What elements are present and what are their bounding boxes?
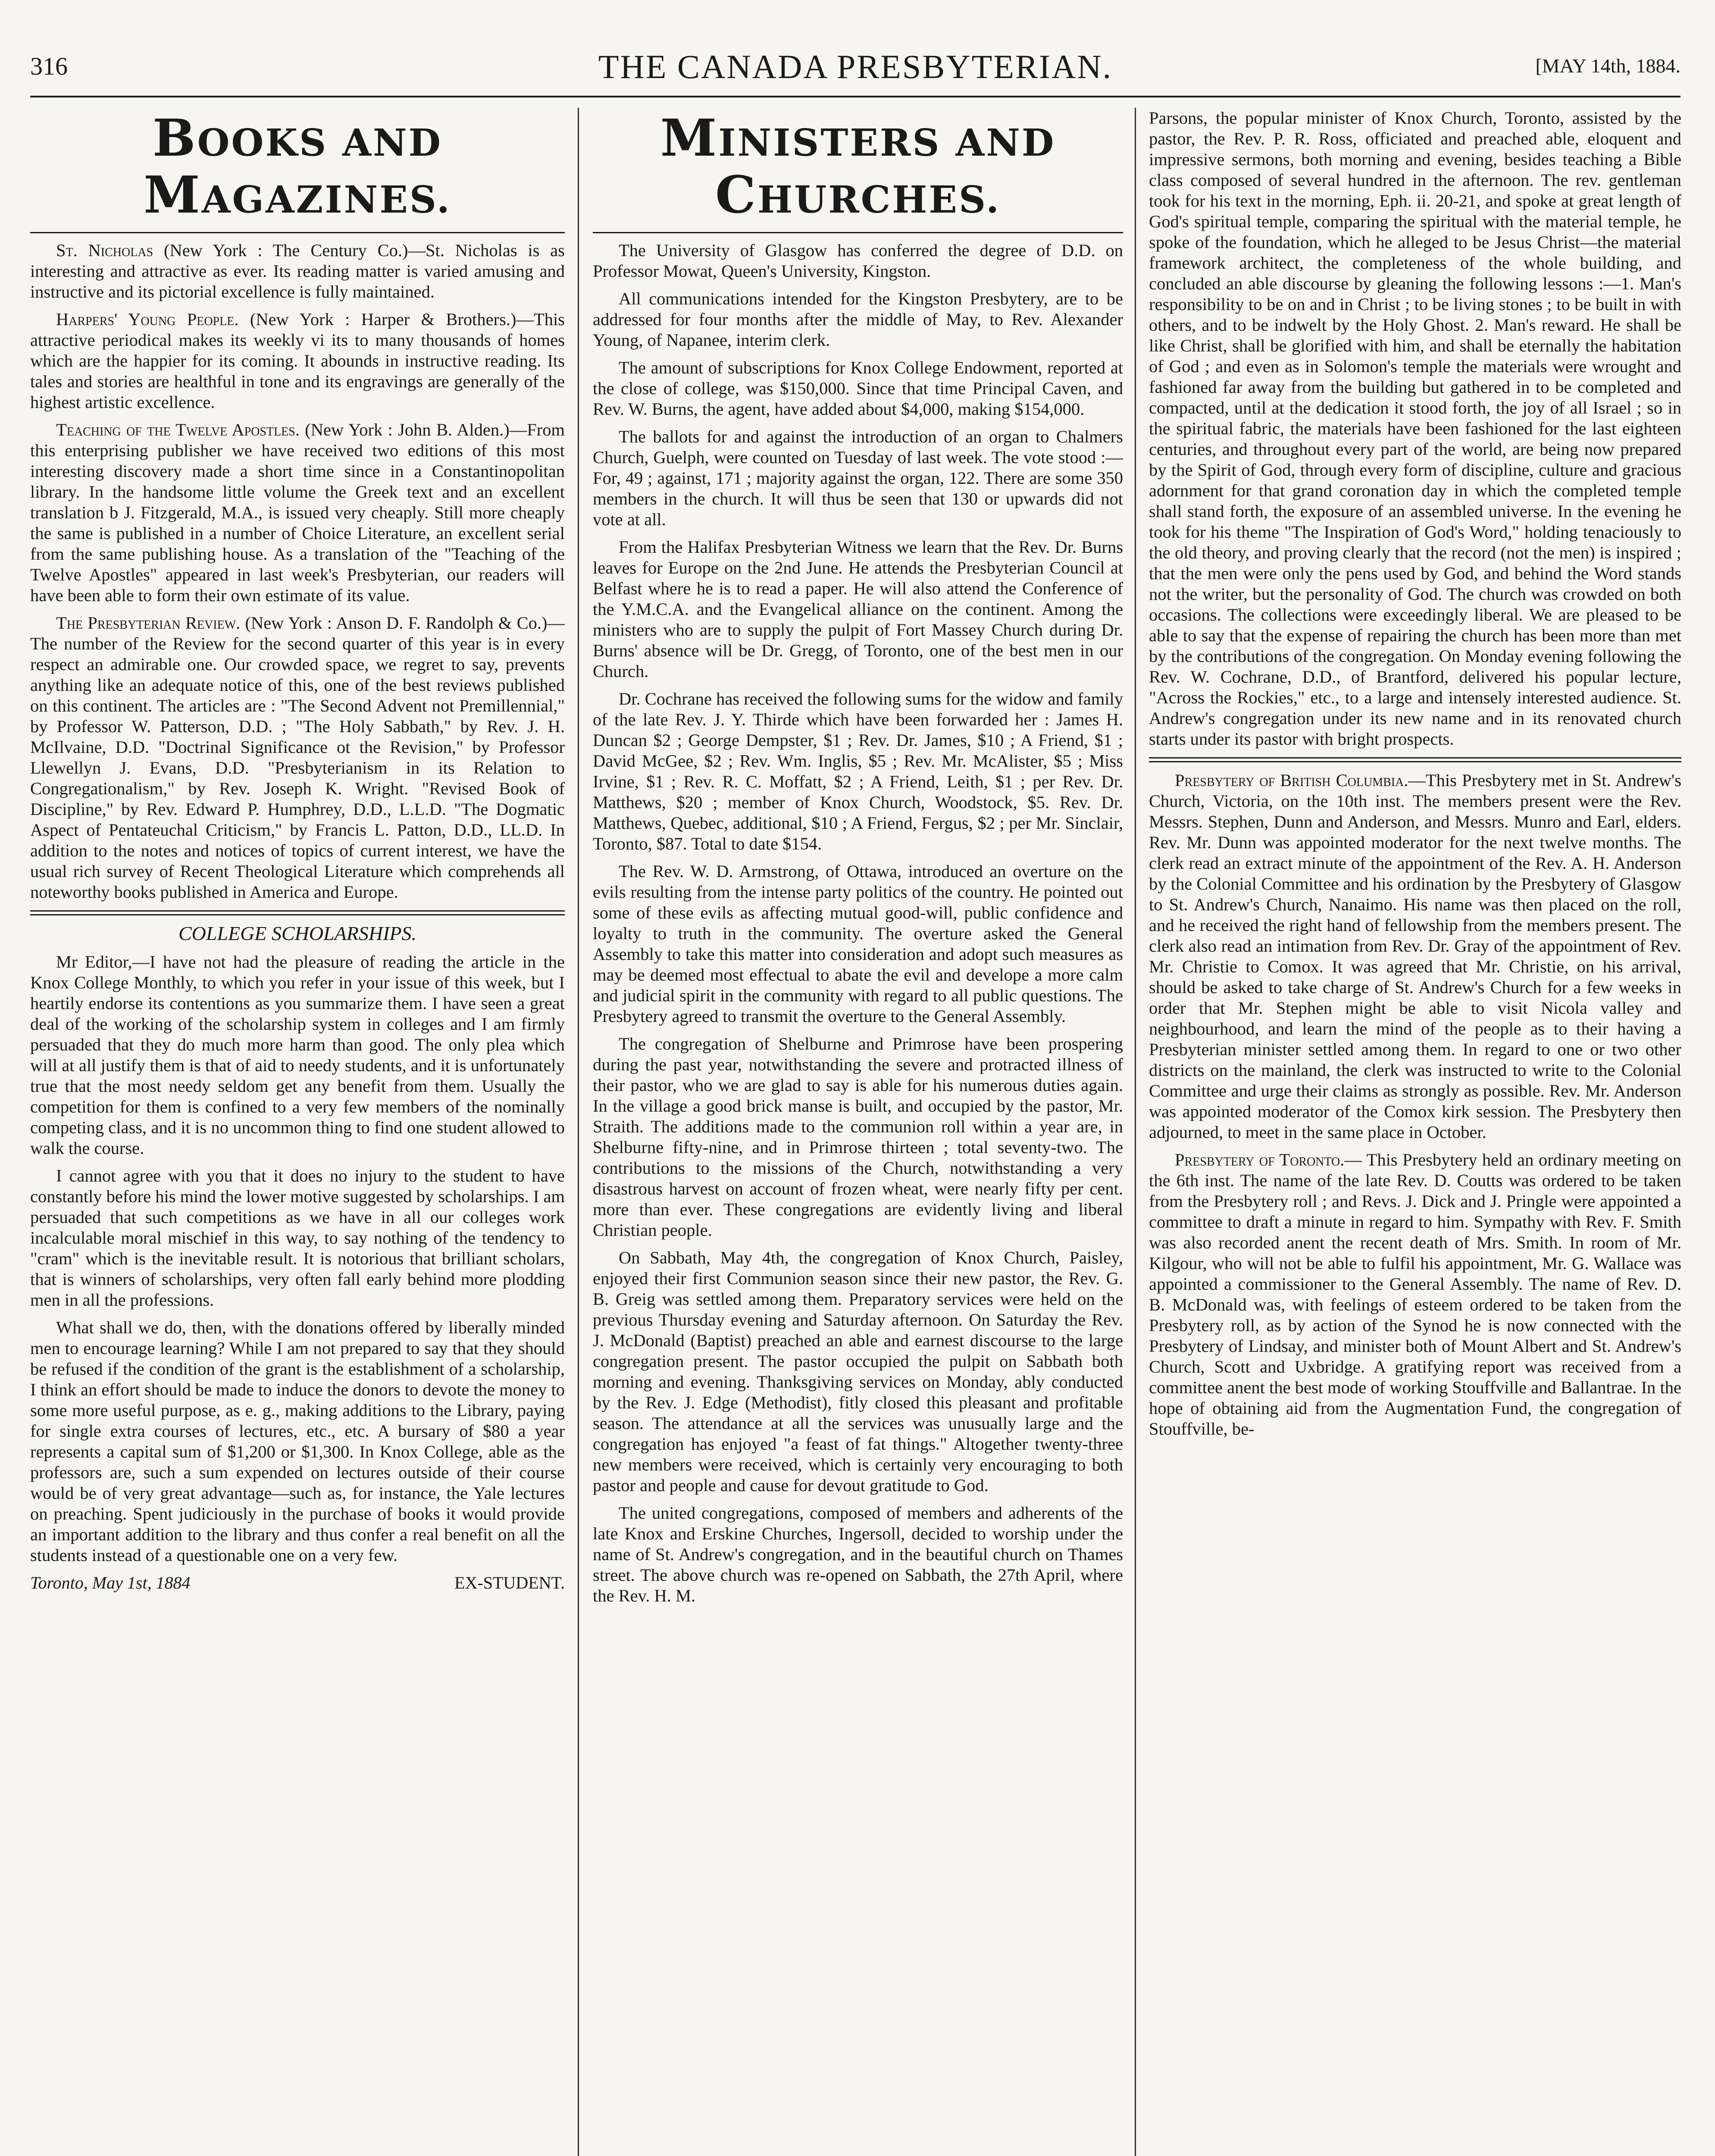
review-harpers-young-people: Harpers' Young People. (New York : Harper & Brothers.)—This attractive periodical makes its weekly vi its to many thousands of homes which are the happier for its coming. It abounds in instructive reading. Its tales and stories are healthful in tone and its engravings are generally of the highest artistic excellence. xyxy=(30,310,565,412)
presbytery-british-columbia: Presbytery of British Columbia.—This Presbytery met in St. Andrew's Church, Victoria, on the 10th inst. The members present were the Rev. Messrs. Stephen, Dunn and Anderson, and Messrs. Munro and Earl, elders. Rev. Mr. Dunn was appointed moderator for the next twelve months. The clerk read an extract minute of the appointment of the Rev. A. H. Anderson by the Colonial Committee and his ordination by the Presbytery of Glasgow to St. Andrew's Church, Nanaimo. His name was then placed on the roll, and he received the right hand of fellowship from the members present. The clerk also read an intimation from Rev. Dr. Gray of the appointment of Rev. Mr. Christie to Comox. It was agreed that Mr. Christie, on his arrival, should be asked to take charge of St. Andrew's Church for a few weeks in order that Mr. Stephen might be able to visit Nicola valley and neighbourhood, and learn the mind of the people as to their having a Presbyterian minister settled among them. In regard to one or two other districts on the mainland, the clerk was instructed to write to the Colonial Committee and urge their claims as strongly as possible. Rev. Mr. Anderson was appointed moderator of the Comox kirk session. The Presbytery then adjourned, to meet in the same place in October. xyxy=(1149,771,1681,1142)
column-continued xyxy=(1149,108,1681,2156)
news-item: The Rev. W. D. Armstrong, of Ottawa, introduced an overture on the evils resulting from the intense party politics of the country. He pointed out some of these evils as affecting mutual good-will, public confidence and loyalty to truth in the community. The overture asked the General Assembly to take this matter into consideration and adopt such measures as may be deemed most effectual to abate the evil and develope a more calm and judicial spirit in the community with regard to all public questions. The Presbytery agreed to transmit the overture to the General Assembly. xyxy=(593,862,1123,1026)
news-item-continued: Parsons, the popular minister of Knox Church, Toronto, assisted by the pastor, the Rev. P. R. Ross, officiated and preached able, eloquent and impressive sermons, both morning and evening, besides teaching a Bible class composed of several hundred in the afternoon. The rev. gentleman took for his text in the morning, Eph. ii. 20-21, and spoke at great length of God's spiritual temple, comparing the spiritual with the material temple, he spoke of the foundation, which he alleged to be Jesus Christ—the material framework architect, the completeness of the whole building, and concluded an able discourse by gleaning the following lessons :—1. Man's responsibility to be on and in Christ ; to be living stones ; to be built in with others, and to be indwelt by the Holy Ghost. 2. Man's reward. He shall be like Christ, shall be glorified with him, and shall be eternally the habitation of God ; and even as in Solomon's temple the materials were wrought and fashioned far away from the building but gathered in to be completed and compacted, until at the dedication it stood forth, the joy of all Israel ; so in the spiritual fabric, the materials have been fashioned for the last eighteen centuries, and throughout every part of the world, are being now prepared by the Spirit of God, through every form of discipline, culture and gracious adornment for that grand coronation day in which the completed temple shall stand forth, the exposure of an assembled universe. In the evening he took for his theme "The Inspiration of God's Word," holding tenaciously to the old theory, and proving clearly that the record (not the men) is inspired ; that the men were only the pens used by God, and behind the Word stands not the writer, but the personality of God. The church was crowded on both occasions. The collections were exceedingly liberal. We are pleased to be able to say that the expense of repairing the church has been more than met by the contributions of the congregation. On Monday evening following the Rev. W. Cochrane, D.D., of Brantford, delivered his popular lecture, "Across the Rockies," etc., to a large and intensely interested audience. St. Andrew's congregation under its new name and in its renovated church starts under its pastor with bright prospects. xyxy=(1149,108,1681,749)
article-divider xyxy=(30,910,565,915)
signature-date: Toronto, May 1st, 1884 xyxy=(30,1573,191,1592)
news-item: The congregation of Shelburne and Primrose have been prospering during the past year, notwithstanding the severe and protracted illness of their pastor, who we are glad to say is able for his numerous duties again. In the village a good brick manse is built, and occupied by the pastor, Mr. Straith. The additions made to the communion roll within a year are, in Shelburne fifty-nine, and in Primrose thirteen ; total seventy-two. The contributions to the missions of the Church, notwithstanding a very disastrous harvest on account of frozen wheat, were nearly fifty per cent. more than ever. These congregations are evidently living and liberal Christian people. xyxy=(593,1034,1123,1240)
letter-paragraph: What shall we do, then, with the donations offered by liberally minded men to encourage learning? While I am not prepared to say that they should be refused if the condition of the grant is the establishment of a scholarship, I think an effort should be made to induce the donors to devote the money to some more useful purpose, as e. g., making additions to the Library, paying for single extra courses of lectures, etc., etc. A bursary of $80 a year represents a capital sum of $1,200 or $1,300. In Knox College, able as the professors are, such a sum expended on lectures outside of their course would be of very great advantage—such as, for instance, the Yale lectures on preaching. Spent judiciously in the purchase of books it would provide an important addition to the library and thus confer a real benefit on all the students instead of a questionable one on a very few. xyxy=(30,1318,565,1565)
review-presbyterian-review: The Presbyterian Review. (New York : Anson D. F. Randolph & Co.)—The number of the Review for the second quarter of this year is in every respect an admirable one. Our crowded space, we regret to say, prevents anything like an adequate notice of this, one of the best reviews published on this continent. The articles are : "The Second Advent not Premillennial," by Professor W. Patterson, D.D. ; "The Holy Sabbath," by Rev. J. H. McIlvaine, D.D. "Doctrinal Significance ot the Revision," by Professor Llewellyn J. Evans, D.D. "Presbyterianism in its Relation to Congregationalism," by Rev. Joseph K. Wright. "Revised Book of Discipline," by Rev. Edward P. Humphrey, D.D., L.L.D. "The Dogmatic Aspect of Pentateuchal Criticism," by Francis L. Patton, D.D., LL.D. In addition to the notes and notices of topics of current interest, we have the usual rich survey of Recent Theological Literature which comprehends all noteworthy books published in America and Europe. xyxy=(30,613,565,902)
letter-paragraph: Mr Editor,—I have not had the pleasure of reading the article in the Knox College Monthly, to which you refer in your issue of this week, but I heartily endorse its contentions as you summarize them. I have seen a great deal of the working of the scholarship system in colleges and I am firmly persuaded that they do much more harm than good. The only plea which will at all justify them is that of aid to needy students, and it is unfortunately true that the most needy seldom get any benefit from them. Usually the competition for them is confined to a very few members of the nominally competing class, and it is no uncommon thing to find one student allowed to walk the course. xyxy=(30,952,565,1158)
header-rule xyxy=(30,96,1681,97)
article-title-college-scholarships: COLLEGE SCHOLARSHIPS. xyxy=(178,922,417,944)
section-heading-ministers-churches: MINISTERS AND CHURCHES. xyxy=(660,108,1056,225)
column-divider xyxy=(578,108,579,2156)
column-books-and-magazines xyxy=(30,108,565,2156)
signature-name: EX-STUDENT. xyxy=(454,1573,565,1592)
news-item: The united congregations, composed of members and adherents of the late Knox and Erskine Churches, Ingersoll, decided to worship under the name of St. Andrew's congregation, and in the beautiful church on Thames street. The above church was re-opened on Sabbath, the 27th April, where the Rev. H. M. xyxy=(593,1503,1123,1605)
news-item: Dr. Cochrane has received the following sums for the widow and family of the late Rev. J. Y. Thirde which have been forwarded her : James H. Duncan $2 ; George Dempster, $1 ; Rev. Dr. James, $10 ; A Friend, $1 ; David McGee, $2 ; Rev. Wm. Inglis, $5 ; Rev. Mr. McAlister, $5 ; Miss Irvine, $1 ; Rev. R. C. Moffatt, $2 ; A Friend, Leith, $1 ; per Rev. Dr. Matthews, $20 ; member of Knox Church, Woodstock, $5. Rev. Dr. Matthews, Quebec, additional, $10 ; A Friend, Fergus, $2 ; per Mr. Sinclair, Toronto, $87. Total to date $154. xyxy=(593,689,1123,853)
letter-paragraph: I cannot agree with you that it does no injury to the student to have constantly before his mind the lower motive suggested by scholarships. I am persuaded that such competitions as we have in all our colleges work incalculable moral mischief in this way, to say nothing of the tendency to "cram" which is the inevitable result. It is notorious that brilliant scholars, that is winners of scholarships, very often fall early behind more plodding men in all the professions. xyxy=(30,1166,565,1310)
news-item: All communications intended for the Kingston Presbytery, are to be addressed for four months after the middle of May, to Rev. Alexander Young, of Napanee, interim clerk. xyxy=(593,289,1123,350)
section-heading-books-magazines: BOOKS AND MAGAZINES. xyxy=(144,108,451,225)
column-ministers-and-churches xyxy=(593,108,1123,2156)
running-head xyxy=(30,47,1681,91)
issue-date: [MAY 14th, 1884. xyxy=(1535,55,1681,77)
heading-rule xyxy=(30,232,565,233)
presbytery-toronto: Presbytery of Toronto.— This Presbytery held an ordinary meeting on the 6th inst. The name of the late Rev. D. Coutts was ordered to be taken from the Presbytery roll ; and Revs. J. Dick and J. Pringle were appointed a committee to draft a minute in regard to him. Sympathy with Rev. F. Smith was also recorded anent the recent death of Mrs. Smith. In room of Mr. Kilgour, who will not be able to fulfil his appointment, Mr. G. Wallace was appointed a commissioner to the General Assembly. The name of Rev. D. B. McDonald was, with feelings of esteem ordered to be taken from the Presbytery roll, as by action of the Synod he is now connected with the Presbytery of Lindsay, and minister both of Mount Albert and St. Andrew's Church, Scott and Uxbridge. A gratifying report was received from a committee anent the best mode of working Stouffville and Ballantrae. In the hope of obtaining aid from the Augmentation Fund, the congregation of Stouffville, be- xyxy=(1149,1150,1681,1438)
heading-rule xyxy=(593,232,1123,233)
newspaper-title: THE CANADA PRESBYTERIAN. xyxy=(598,48,1113,85)
letter-signature xyxy=(30,1573,565,1593)
news-item: From the Halifax Presbyterian Witness we learn that the Rev. Dr. Burns leaves for Europe on the 2nd June. He attends the Presbyterian Council at Belfast where he is to read a paper. He will also attend the Conference of the Y.M.C.A. and the Evangelical alliance on the continent. Among the ministers who are to supply the pulpit of Fort Massey Church during Dr. Burns' absence will be Dr. Gregg, of Toronto, one of the best men in our Church. xyxy=(593,537,1123,681)
review-twelve-apostles: Teaching of the Twelve Apostles. (New York : John B. Alden.)—From this enterprising publisher we have received two editions of this most interesting discovery made a short time since in a Constantinopolitan library. In the handsome little volume the Greek text and an excellent translation b J. Fitzgerald, M.A., is issued very cheaply. Still more cheaply the same is published in a number of Choice Literature, an excellent serial from the same publishing house. As a translation of the "Teaching of the Twelve Apostles" appeared in last week's Presbyterian, our readers will have been able to form their own estimate of its value. xyxy=(30,420,565,605)
news-item: On Sabbath, May 4th, the congregation of Knox Church, Paisley, enjoyed their first Communion season since their new pastor, the Rev. G. B. Greig was settled among them. Preparatory services were held on the previous Thursday evening and Saturday afternoon. On Saturday the Rev. J. McDonald (Baptist) preached an able and earnest discourse to the large congregation present. The pastor occupied the pulpit on Sabbath both morning and evening. Thanksgiving services on Monday, ably conducted by the Rev. J. Edge (Methodist), fitly closed this pleasant and profitable season. The attendance at all the services was unusually large and the congregation has enjoyed "a feast of fat things." Altogether twenty-three new members were received, which is certainly very encouraging to both pastor and people and cause for devout gratitude to God. xyxy=(593,1248,1123,1495)
review-st-nicholas: St. Nicholas (New York : The Century Co.)—St. Nicholas is as interesting and attractive as ever. Its reading matter is varied amusing and instructive and its pictorial excellence is fully maintained. xyxy=(30,241,565,301)
article-divider xyxy=(1149,757,1681,762)
news-item: The amount of subscriptions for Knox College Endowment, reported at the close of college, was $150,000. Since that time Principal Caven, and Rev. W. Burns, the agent, have added about $4,000, making $154,000. xyxy=(593,358,1123,419)
news-item: The University of Glasgow has conferred the degree of D.D. on Professor Mowat, Queen's University, Kingston. xyxy=(593,241,1123,281)
page-number: 316 xyxy=(30,52,68,80)
column-divider xyxy=(1135,108,1136,2156)
news-item: The ballots for and against the introduction of an organ to Chalmers Church, Guelph, were counted on Tuesday of last week. The vote stood :—For, 49 ; against, 171 ; majority against the organ, 122. There are some 350 members in the church. It will thus be seen that 130 or upwards did not vote at all. xyxy=(593,427,1123,529)
